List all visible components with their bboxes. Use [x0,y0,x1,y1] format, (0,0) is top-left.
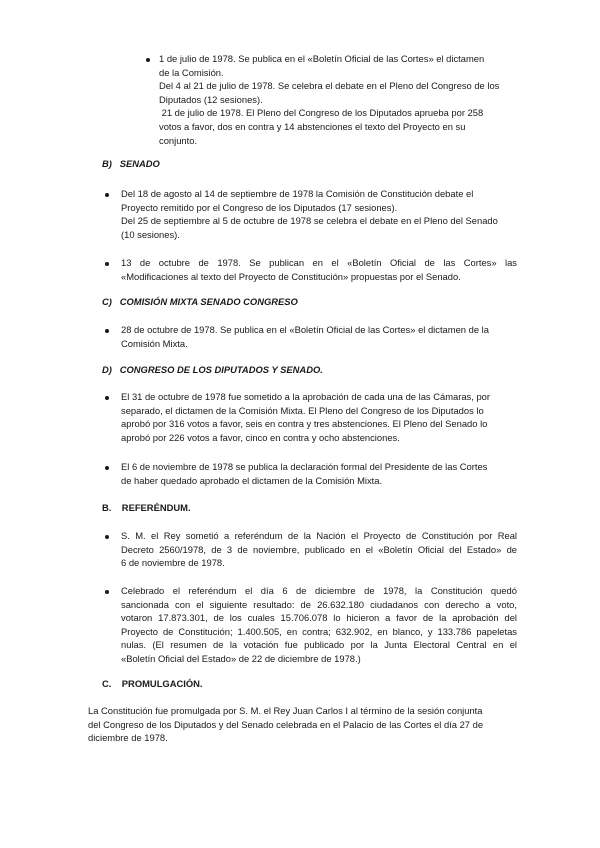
congreso-senado-heading: D) CONGRESO DE LOS DIPUTADOS Y SENADO. [102,364,323,375]
promulgacion-body [88,704,518,745]
comision-mixta-heading: C) COMISIÓN MIXTA SENADO CONGRESO [102,296,298,307]
text-line: Diputados (12 sesiones). [159,93,263,105]
text-line: 28 de octubre de 1978. Se publica en el «Boletín Oficial de las Cortes» el dictamen de la [121,324,489,335]
text-line: Del 4 al 21 de julio de 1978. Se celebra el debate en el Pleno del Congreso de los [159,80,500,92]
bullet-dot [146,58,150,62]
referendum-item-2 [121,584,517,666]
text-line: 13 de octubre de 1978. Se publican en el «Boletín Oficial de las Cortes» las [121,257,517,268]
text-line: de la Comisión. [159,66,224,78]
bullet-dot [105,535,109,539]
text-line: Proyecto de Constitución; 1.400.505, en contra; 632.902, en blanco, y 133.786 papeletas [121,625,517,637]
congreso-senado-item-2 [121,460,517,487]
text-line: de haber quedado aprobado el dictamen de la Comisión Mixta. [121,474,383,486]
text-line: 6 de noviembre de 1978. [121,557,225,569]
text-line: (10 sesiones). [121,228,180,240]
text-line: Comisión Mixta. [121,337,188,349]
senado-heading: B) SENADO [102,158,160,169]
text-line: nulas. (El resumen de la votación fue publicado por la Junta Electoral Central en el [121,639,517,651]
text-line: «Modificaciones al texto del Proyecto de Constitución» propuestas por el Senado. [121,270,461,282]
referendum-item-1 [121,529,517,570]
text-line: conjunto. [159,134,198,146]
congreso-senado-item-1 [121,390,517,444]
text-line: El 6 de noviembre de 1978 se publica la declaración formal del Presidente de las Cortes [121,461,488,472]
text-line: 21 de julio de 1978. El Pleno del Congreso de los Diputados aprueba por 258 [159,107,484,119]
text-line: Proyecto remitido por el Congreso de los Diputados (17 sesiones). [121,201,398,213]
text-line: sancionada con el siguiente resultado: de 26.632.180 ciudadanos con derecho a voto, [121,598,517,610]
congress-commission-item [159,52,517,147]
text-line: aprobó por 316 votos a favor, seis en contra y tres abstenciones. El Pleno del Senado lo [121,418,488,430]
text-line: del Congreso de los Diputados y del Senado celebrada en el Palacio de las Cortes el día 27 de [88,718,484,730]
text-line: Del 25 de septiembre al 5 de octubre de 1978 se celebra el debate en el Pleno del Senado [121,215,498,227]
senado-item-1 [121,187,517,241]
comision-mixta-item-1 [121,323,517,350]
text-line: diciembre de 1978. [88,732,168,744]
bullet-dot [105,193,109,197]
bullet-dot [105,262,109,266]
promulgacion-heading: C. PROMULGACIÓN. [102,678,203,689]
bullet-dot [105,396,109,400]
text-line: La Constitución fue promulgada por S. M. el Rey Juan Carlos I al término de la sesión conjunta [88,705,483,716]
bullet-dot [105,466,109,470]
text-line: separado, el dictamen de la Comisión Mixta. El Pleno del Congreso de los Diputados lo [121,404,484,416]
text-line: aprobó por 226 votos a favor, cinco en contra y ocho abstenciones. [121,431,400,443]
text-line: 1 de julio de 1978. Se publica en el «Boletín Oficial de las Cortes» el dictamen [159,53,485,64]
referendum-heading: B. REFERÉNDUM. [102,502,191,513]
bullet-dot [105,590,109,594]
text-line: votos a favor, dos en contra y 14 abstenciones el texto del Proyecto en su [159,120,466,132]
bullet-dot [105,329,109,333]
text-line: votaron 17.873.301, de los cuales 15.706.078 lo hicieron a favor de la aprobación del [121,612,517,624]
text-line: Del 18 de agosto al 14 de septiembre de 1978 la Comisión de Constitución debate el [121,188,474,199]
text-line: El 31 de octubre de 1978 fue sometido a la aprobación de cada una de las Cámaras, por [121,391,490,402]
text-line: S. M. el Rey sometió a referéndum de la Nación el Proyecto de Constitución por Real [121,530,517,541]
text-line: Decreto 2560/1978, de 3 de noviembre, publicado en el «Boletín Oficial del Estado» de [121,543,517,555]
text-line: Celebrado el referéndum el día 6 de diciembre de 1978, la Constitución quedó [121,585,517,596]
text-line: «Boletín Oficial del Estado» de 22 de diciembre de 1978.) [121,652,361,664]
senado-item-2 [121,256,517,283]
